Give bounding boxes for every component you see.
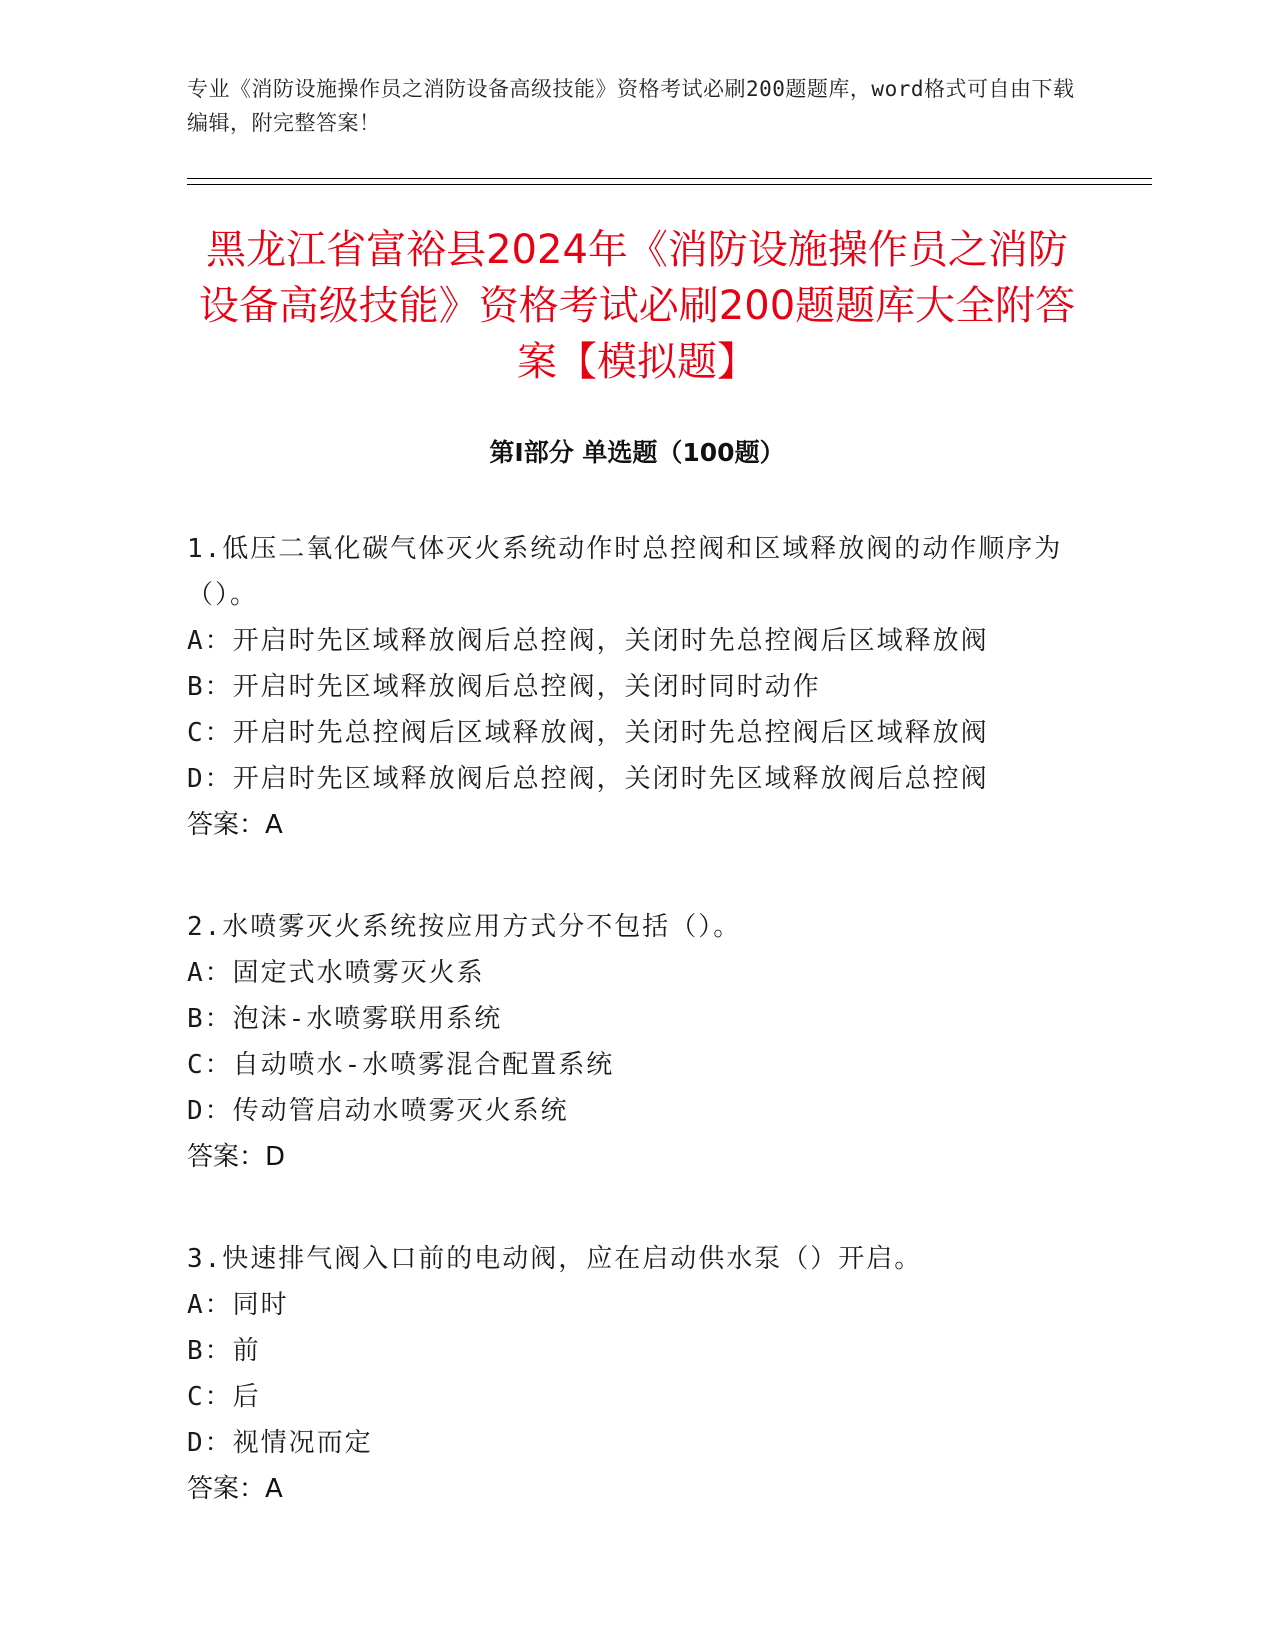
option-b: B：开启时先区域释放阀后总控阀，关闭时同时动作	[187, 672, 821, 702]
option-d: D：开启时先区域释放阀后总控阀，关闭时先区域释放阀后总控阀	[187, 764, 989, 794]
answer: 答案：D	[187, 1142, 286, 1172]
question-1	[187, 526, 1107, 848]
option-b: B：泡沫-水喷雾联用系统	[187, 1004, 503, 1034]
answer: 答案：A	[187, 1474, 283, 1504]
question-stem: 1.低压二氧化碳气体灭火系统动作时总控阀和区域释放阀的动作顺序为（）。	[187, 534, 1063, 610]
option-c: C：自动喷水-水喷雾混合配置系统	[187, 1050, 615, 1080]
option-a: A：固定式水喷雾灭火系	[187, 958, 485, 988]
header-divider-top	[187, 178, 1152, 179]
option-d: D：视情况而定	[187, 1428, 373, 1458]
question-2	[187, 904, 1107, 1180]
option-c: C：开启时先总控阀后区域释放阀，关闭时先总控阀后区域释放阀	[187, 718, 989, 748]
question-list	[187, 526, 1107, 1568]
option-b: B：前	[187, 1336, 261, 1366]
question-stem: 2.水喷雾灭火系统按应用方式分不包括（）。	[187, 912, 742, 942]
header-divider-bottom	[187, 184, 1152, 185]
option-d: D：传动管启动水喷雾灭火系统	[187, 1096, 569, 1126]
question-stem: 3.快速排气阀入口前的电动阀，应在启动供水泵（）开启。	[187, 1244, 923, 1274]
document-title: 黑龙江省富裕县2024年《消防设施操作员之消防设备高级技能》资格考试必刷200题题库大全附答案【模拟题】	[198, 227, 1076, 385]
option-c: C：后	[187, 1382, 261, 1412]
answer: 答案：A	[187, 810, 283, 840]
header-note: 专业《消防设施操作员之消防设备高级技能》资格考试必刷200题题库，word格式可自由下载编辑，附完整答案！	[187, 77, 1075, 135]
section-title: 第I部分 单选题（100题）	[489, 438, 785, 467]
question-3	[187, 1236, 1107, 1512]
option-a: A：开启时先区域释放阀后总控阀，关闭时先总控阀后区域释放阀	[187, 626, 989, 656]
option-a: A：同时	[187, 1290, 289, 1320]
